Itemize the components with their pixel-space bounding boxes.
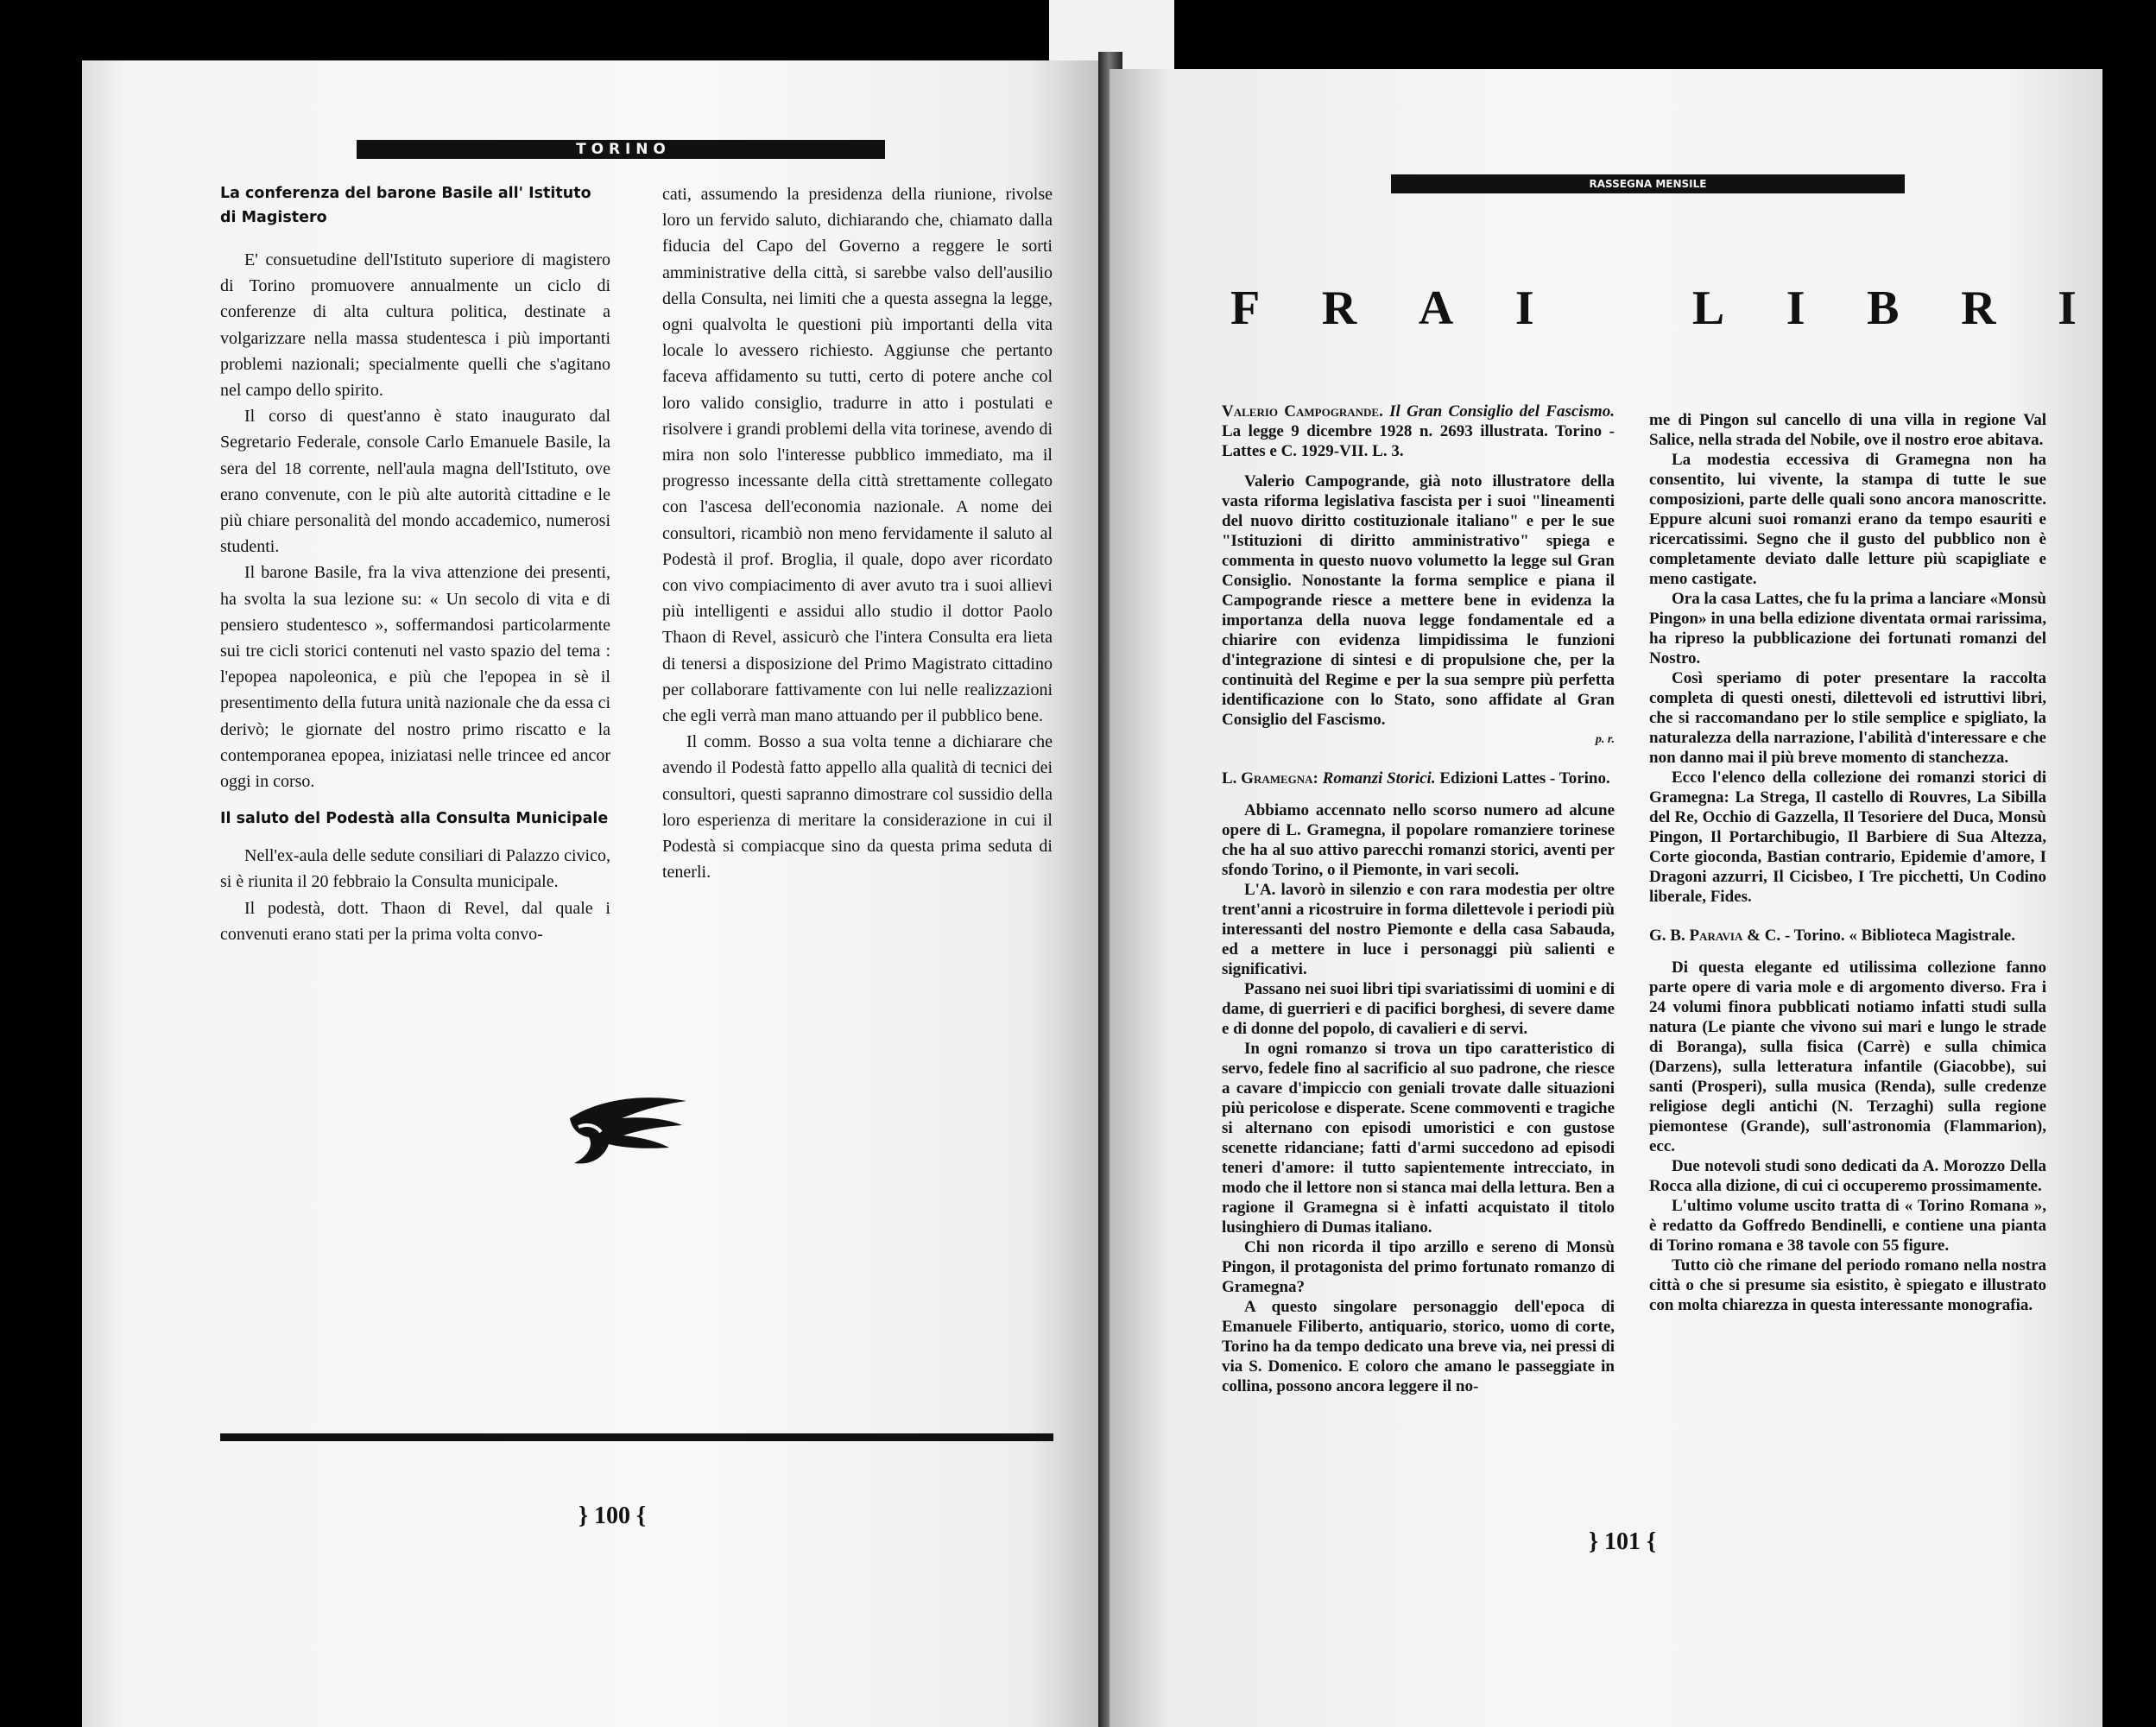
review-text: In ogni romanzo si trova un tipo caratteristico di servo, fedele fino al sacrificio al suo padrone, che riesce a cavare d'impiccio con geniali trovate dalle situazioni più pericolose e disperate. Scene commoventi e tragiche si alternano con episodi umoristici e con gustose scenette ridanciane; fatti d'armi succedono ad episodi teneri d'amore: il tutto sapientemente intrecciato, in modo che il lettore non si stanca mai della lettura. Ben a ragione il Gramegna si è infatti acquistato il titolo lusinghiero di Dumas italiano. — [1222, 1040, 1615, 1237]
review-text: Abbiamo accennato nello scorso numero ad alcune opere di L. Gramegna, il popolare romanziere torinese che ha al suo attivo parecchi romanzi storici, aventi per sfondo Torino, o il Piemonte, in vari secoli. — [1222, 801, 1615, 879]
review-text: Chi non ricorda il tipo arzillo e sereno di Monsù Pingon, il protagonista del primo fortunato romanzo di Gramegna? — [1222, 1238, 1615, 1296]
section-title — [1230, 281, 2077, 336]
right-header-banner: RASSEGNA MENSILE — [1391, 174, 1905, 193]
paragraph: cati, assumendo la presidenza della riunione, rivolse loro un fervido saluto, dichiarando che, chiamato dalla fiducia del Capo del Governo a reggere le sorti amministrative della città, si sarebbe valso dell'ausilio della Consulta, nei limiti che a questa assegna la legge, ogni qualvolta le questioni più importanti della vita locale lo avessero richiesto. Aggiunse che pertanto faceva affidamento su tutti, certo di potere anche col loro valido consiglio, tradurre in atto i postulati e risolvere i grandi problemi della vita torinese, avendo di mira non solo l'interesse pubblico immediato, ma il progresso incessante della città strettamente collegato con l'ascesa dell'economia nazionale. A nome dei consultori, ricambiò non meno fervidamente il saluto al Podestà il prof. Broglia, il quale, dopo aver ricordato con vivo compiacimento di aver avuto tra i suoi allievi più intelligenti e assidui allo studio il dottor Paolo Thaon di Revel, assicurò che l'intera Consulta era lieta di tenersi a disposizione del Primo Magistrato cittadino per collaborare fattivamente con lui nelle realizzazioni che egli verrà man mano attuando per il pubblico bene. — [662, 185, 1053, 726]
review-text: Passano nei suoi libri tipi svariatissimi di uomini e di dame, di guerrieri e di pacifici borghesi, di severe dame e di donne del popolo, di cavalieri e di servi. — [1222, 980, 1615, 1038]
page-number-left: } 100 { — [579, 1502, 647, 1529]
title-letter: B — [1867, 282, 1900, 335]
title-letter: L — [1691, 282, 1725, 335]
review-text: Ora la casa Lattes, che fu la prima a lanciare «Monsù Pingon» in una bella edizione diventata ormai rarissima, ha ripreso la pubblicazione dei fortunati romanzi del Nostro. — [1649, 590, 2046, 667]
title-letter: F — [1230, 282, 1261, 335]
right-page — [1110, 69, 2102, 1727]
paragraph: Il comm. Bosso a sua volta tenne a dichiarare che avendo il Podestà fatto appello alla qualità di tecnici dei consultori, questi sapranno dimostrare col sussidio della loro esperienza di meritare la considerazione in cui il Podestà si compiacque sino da questa prima seduta di tenerli. — [662, 732, 1053, 882]
review-text: Così speriamo di poter presentare la raccolta completa di questi onesti, dilettevoli ed istruttivi libri, che si raccomandano per lo stile semplice e spigliato, la naturalezza della narrazione, l'abilità d'interessare e che non danno mai il più breve momento di stanchezza. — [1649, 669, 2046, 767]
right-column-2 — [1649, 410, 2046, 1315]
review-text: L'ultimo volume uscito tratta di « Torino Romana », è redatto da Goffredo Bendinelli, e contiene una pianta di Torino romana e 38 tavole con 55 figure. — [1649, 1197, 2046, 1255]
review-text: Due notevoli studi sono dedicati da A. Morozzo Della Rocca alla dizione, di cui ci occuperemo prossimamente. — [1649, 1157, 2046, 1195]
left-column-1 — [220, 181, 610, 947]
title-letter: I — [1514, 282, 1534, 335]
heading-conferenza: La conferenza del barone Basile all' Istituto di Magistero — [220, 185, 591, 226]
paragraph: E' consuetudine dell'Istituto superiore di magistero di Torino promuovere annualmente un ciclo di conferenze di alta cultura politica, destinate a volgarizzare nella massa studentesca i più importanti problemi nazionali; specialmente quelli che s'agitano nel campo dello spirito. — [220, 250, 610, 401]
paragraph: Il corso di quest'anno è stato inaugurato dal Segretario Federale, console Carlo Emanuele Basile, la sera del 18 corrente, nell'aula magna dell'Istituto, ove erano convenute, con le più alte autorità cittadine e le più chiare personalità del mondo accademico, numerosi studenti. — [220, 407, 610, 557]
left-page — [82, 60, 1110, 1727]
bottom-rule — [220, 1433, 1053, 1441]
review-text: Tutto ciò che rimane del periodo romano nella nostra città o che si presume sia esistito, è spiegato e illustrato con molta chiarezza in questa interessante monografia. — [1649, 1256, 2046, 1314]
left-header-banner: T O R I N O — [357, 140, 885, 159]
review-text: L'A. lavorò in silenzio e con rara modestia per oltre trent'anni a ricostruire in forma dilettevole i periodi più interessanti del nostro Piemonte e della casa Sabauda, ed a mettere in luce i personaggi più salienti e significativi. — [1222, 881, 1615, 978]
review-signature: p. r. — [1595, 733, 1615, 746]
heading-saluto-podesta: Il saluto del Podestà alla Consulta Municipale — [220, 810, 609, 828]
review-text: La modestia eccessiva di Gramegna non ha consentito, lui vivente, la stampa di tutte le sue composizioni, parte delle quali sono ancora manoscritte. Eppure alcuni suoi romanzi erano da tempo esauriti e ricercatissimi. Segno che il gusto del pubblico non è completamente deviato dalle letture più scapigliate e meno castigate. — [1649, 451, 2046, 588]
review-text: Di questa elegante ed utilissima collezione fanno parte opere di varia mole e di argomento diverso. Fra i 24 volumi finora pubblicati notiamo infatti studi sulla natura (Le piante che vivono sui mari e lungo le strade di Boranga), sulla fisica (Carrè) e sulla chimica (Darzens), sulla letteratura infantile (Giacobbe), sui santi (Prosperi), sulla musica (Renda), sulle credenze religiose degli antichi (N. Terzaghi) sulla regione piemontese (Grande), sull'astronomia (Flammarion), ecc. — [1649, 958, 2046, 1155]
review-text: A questo singolare personaggio dell'epoca di Emanuele Filiberto, antiquario, storico, uomo di corte, Torino ha da tempo dedicato una breve via, nei pressi di via S. Domenico. E coloro che amano le passeggiate in collina, possono ancora leggere il no- — [1222, 1298, 1615, 1395]
review-text: Ecco l'elenco della collezione dei romanzi storici di Gramegna: La Strega, Il castello di Rouvres, La Sibilla del Re, Occhio di Gazzella, Il Tesoriere del Duca, Monsù Pingon, Il Portarchibugio, Il Barbiere di Sua Altezza, Corte gioconda, Bastian contrario, Epidemie d'amore, I Dragoni azzurri, Il Cicisbeo, I Tre picchetti, Un Codino liberale, Fides. — [1649, 769, 2046, 906]
review-text: me di Pingon sul cancello di una villa in regione Val Salice, nella strada del Nobile, ove il nostro eroe abitava. — [1649, 411, 2046, 449]
review-text: Valerio Campogrande, già noto illustratore della vasta riforma legislativa fascista per i suoi "lineamenti del nuovo diritto costituzionale italiano" e per le sue "Istituzioni di diritto amministrativo" spiega e commenta in questo nuovo volumetto la legge sul Gran Consiglio. Nonostante la forma semplice e piana il Campogrande riesce a mettere bene in evidenza la importanza della nuova legge fondamentale ed a chiarire con evidenza limpidissima le funzioni d'integrazione di sintesi e di propulsione che, per la continuità del Regime e per la sua sempre più perfetta identificazione con lo Stato, sono affidate al Gran Consiglio del Fascismo. — [1222, 472, 1615, 729]
title-letter: I — [2058, 282, 2077, 335]
book-entry-gramegna: L. Gramegna: Romanzi Storici. Edizioni Lattes - Torino. — [1222, 769, 1610, 788]
book-entry-paravia: G. B. Paravia & C. - Torino. « Biblioteca Magistrale. — [1649, 927, 2015, 945]
book-entry-campogrande: Valerio Campogrande. Il Gran Consiglio del Fascismo. La legge 9 dicembre 1928 n. 2693 illustrata. Torino - Lattes e C. 1929-VII. L. 3. — [1222, 402, 1615, 460]
title-letter: R — [1321, 282, 1357, 335]
title-letter: A — [1418, 282, 1454, 335]
title-letter: I — [1786, 282, 1805, 335]
left-column-2 — [662, 181, 1053, 885]
winged-ornament-icon — [561, 1092, 691, 1174]
paragraph: Il podestà, dott. Thaon di Revel, dal quale i convenuti erano stati per la prima volta convo- — [220, 898, 610, 944]
right-column-1 — [1222, 402, 1615, 1396]
paragraph: Nell'ex-aula delle sedute consiliari di Palazzo civico, si è riunita il 20 febbraio la Consulta municipale. — [220, 846, 610, 892]
page-number-right: } 101 { — [1589, 1528, 1657, 1555]
title-letter: R — [1961, 282, 1996, 335]
paragraph: Il barone Basile, fra la viva attenzione dei presenti, ha svolta la sua lezione su: « Un secolo di vita e di pensiero studentesco », soffermandosi particolarmente sui tre cicli storici contenuti nel vasto spazio del tema : l'epopea napoleonica, e più che l'epopea in sè il presentimento della futura unità nazionale che da essa ci derivò; le giornate del nostro primo riscatto e la contemporanea epopea, iniziatasi nelle trincee ed ancor oggi in corso. — [220, 563, 610, 792]
